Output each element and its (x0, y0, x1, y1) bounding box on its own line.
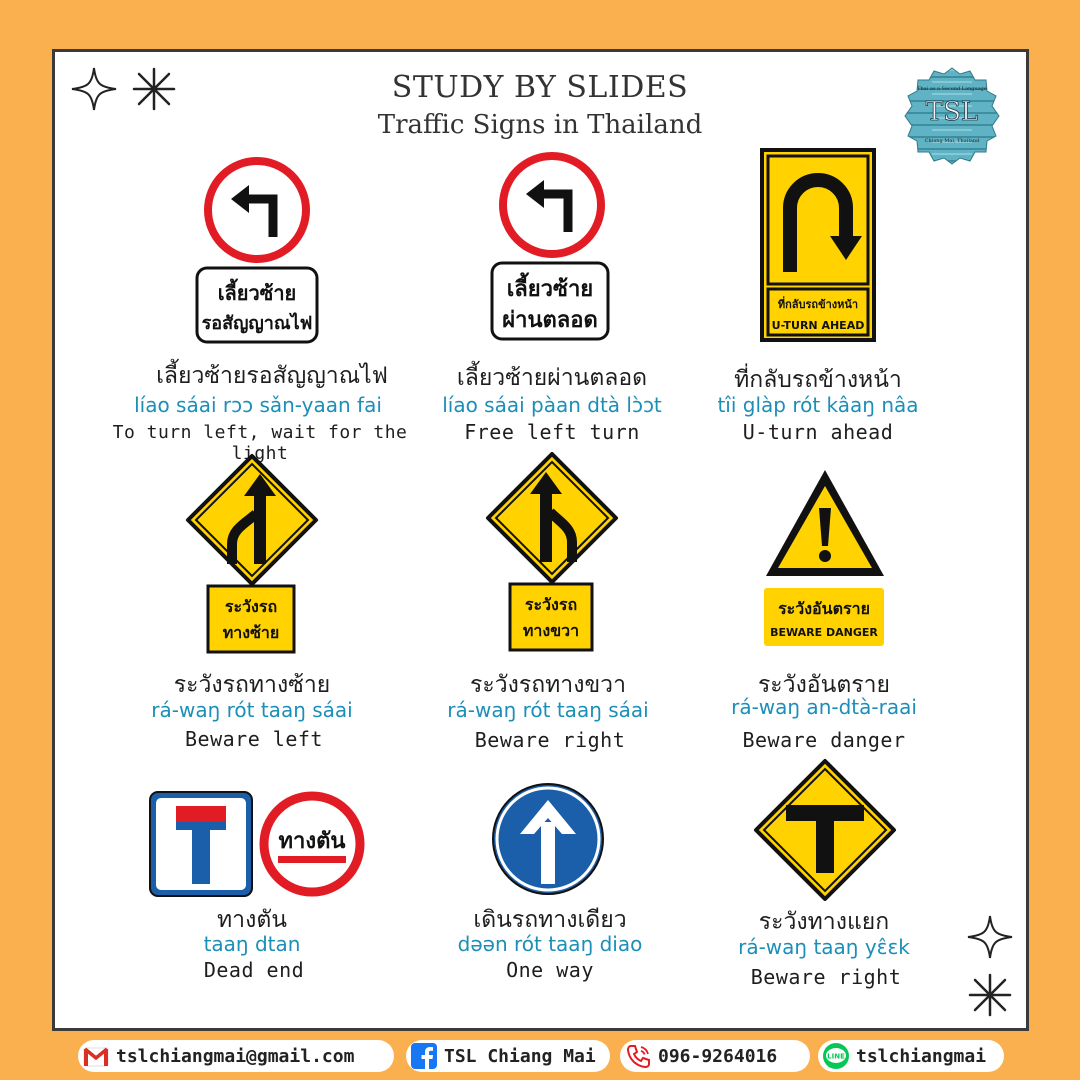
sign-6-english: Beware danger (742, 728, 906, 752)
plate-line-2: ทางขวา (522, 621, 580, 640)
sign-1-english: To turn left, wait for the light (112, 422, 408, 464)
contact-email[interactable] (78, 1040, 394, 1072)
sign-one-way (490, 782, 606, 896)
plate-line-1: เลี้ยวซ้าย (217, 281, 297, 305)
page-subtitle: Traffic Signs in Thailand (377, 110, 703, 140)
sign-u-turn-ahead (760, 148, 878, 344)
plate-line-1: ระวังรถ (524, 595, 578, 614)
logo-small-top: Thai as a Second Language (917, 86, 987, 92)
facebook-text: TSL Chiang Mai (444, 1045, 596, 1067)
sign-2-english: Free left turn (464, 420, 640, 444)
sign-5-thai: ระวังรถทางขวา (470, 672, 626, 698)
logo-small-bottom: Chiang Mai, Thailand (924, 138, 980, 144)
facebook-icon (410, 1042, 438, 1070)
sign-1-roman: líao sáai rɔɔ sǎn-yaan fai (134, 393, 382, 417)
line-badge-text: LINE (827, 1052, 845, 1061)
contact-facebook[interactable] (406, 1040, 610, 1072)
sign-6-thai: ระวังอันตราย (757, 672, 891, 698)
sign-5-roman: rá-waŋ rót taaŋ sáai (447, 698, 649, 722)
sign-merge-right (484, 450, 620, 656)
plate-line-1: ระวังรถ (224, 597, 278, 616)
phone-text: 096-9264016 (658, 1045, 778, 1067)
sign-7-thai: ทางตัน (217, 907, 287, 933)
sign-dead-end (148, 790, 368, 898)
plate-line-2: รอสัญญาณไฟ (201, 313, 313, 334)
sign-4-roman: rá-waŋ rót taaŋ sáai (151, 698, 353, 722)
sign-merge-left (184, 452, 320, 658)
sign-4-english: Beware left (185, 727, 323, 751)
sign-1-thai: เลี้ยวซ้ายรอสัญญาณไฟ (156, 363, 388, 389)
sign-4-thai: ระวังรถทางซ้าย (173, 672, 331, 698)
sign-9-thai: ระวังทางแยก (758, 909, 890, 935)
logo-text: TSL (925, 97, 979, 127)
sign-3-english: U-turn ahead (742, 420, 894, 444)
contact-line[interactable] (818, 1040, 1004, 1072)
sign-beware-danger (762, 466, 888, 650)
email-text: tslchiangmai@gmail.com (116, 1045, 355, 1067)
sign-free-left-turn (490, 150, 620, 345)
sign-9-english: Beware right (750, 965, 902, 989)
plate-line-1: ทางตัน (278, 829, 346, 854)
plate-line-2: ทางซ้าย (222, 623, 280, 642)
tsl-logo (902, 66, 1002, 166)
sign-turn-left-wait (195, 155, 325, 350)
phone-icon (624, 1042, 652, 1070)
sign-8-english: One way (506, 958, 594, 982)
plate-line-1: ที่กลับรถข้างหน้า (777, 298, 859, 311)
sign-5-english: Beware right (474, 728, 626, 752)
sign-t-junction (752, 757, 898, 903)
gmail-icon (82, 1042, 110, 1070)
plate-line-2: BEWARE DANGER (770, 626, 878, 639)
plate-line-2: U-TURN AHEAD (771, 319, 865, 332)
sign-6-roman: rá-waŋ an-dtà-raai (731, 695, 917, 719)
sign-8-thai: เดินรถทางเดียว (473, 907, 627, 933)
sign-2-thai: เลี้ยวซ้ายผ่านตลอด (456, 365, 648, 391)
sign-3-thai: ที่กลับรถข้างหน้า (734, 367, 902, 393)
sign-7-roman: taaŋ dtan (203, 932, 301, 956)
line-icon (822, 1042, 850, 1070)
line-text: tslchiangmai (856, 1045, 987, 1067)
sign-9-roman: rá-waŋ taaŋ yɛ̂ɛk (738, 935, 910, 959)
plate-line-2: ผ่านตลอด (502, 308, 598, 333)
sign-2-roman: líao sáai pàan dtà lɔ̀ɔt (442, 393, 662, 417)
sign-3-roman: tîi glàp rót kâaŋ nâa (717, 393, 919, 417)
plate-line-1: เลี้ยวซ้าย (506, 277, 594, 302)
contact-phone[interactable] (620, 1040, 810, 1072)
page-title: STUDY BY SLIDES (391, 70, 689, 105)
sign-8-roman: dəən rót taaŋ diao (457, 932, 643, 956)
plate-line-1: ระวังอันตราย (778, 599, 870, 618)
sign-7-english: Dead end (203, 958, 305, 982)
